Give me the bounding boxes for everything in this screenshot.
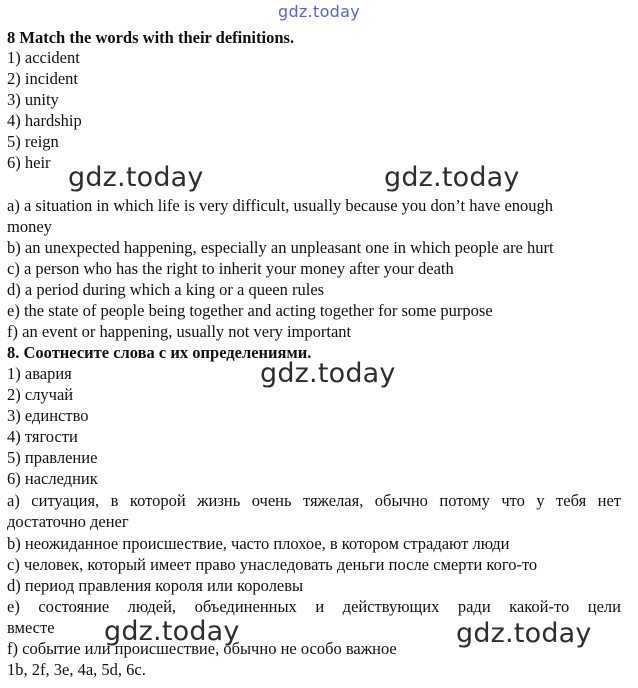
english-heading: 8 Match the words with their definitions. [7,28,295,47]
top-watermark: gdz.today [278,2,360,21]
russian-word: 3) единство [7,406,89,425]
english-word: 5) reign [7,132,59,151]
english-word: 3) unity [7,90,59,109]
russian-definition: e) состояние людей, объединенных и действующих ради какой-то цели [7,597,621,616]
russian-word: 6) наследник [7,469,98,488]
english-definition: b) an unexpected happening, especially an unpleasant one in which people are hurt [7,238,554,257]
russian-word: 4) тягости [7,427,78,446]
english-definition: money [7,217,52,236]
russian-definition: вместе [7,618,55,637]
russian-definition: f) событие или происшествие, обычно не особо важное [7,639,397,658]
english-word: 6) heir [7,153,51,172]
russian-word: 5) правление [7,448,98,467]
russian-definition: a) ситуация, в которой жизнь очень тяжелая, обычно потому что у тебя нет [7,491,621,510]
russian-word: 1) авария [7,364,72,383]
english-word: 1) accident [7,48,80,67]
english-definition: d) a period during which a king or a queen rules [7,280,325,299]
english-definition: a) a situation in which life is very difficult, usually because you don’t have enough [7,196,554,215]
russian-definition: b) неожиданное происшествие, часто плохое, в котором страдают люди [7,534,510,553]
english-word: 4) hardship [7,111,82,130]
russian-word: 2) случай [7,385,74,404]
watermark: gdz.today [68,162,204,193]
english-definition: f) an event or happening, usually not very important [7,322,352,341]
russian-definition: d) период правления короля или королевы [7,576,304,595]
english-definition: e) the state of people being together and acting together for some purpose [7,301,493,320]
watermark: gdz.today [384,162,520,193]
watermark: gdz.today [456,618,592,649]
watermark: gdz.today [260,358,396,389]
russian-definition: c) человек, который имеет право унаследовать деньги после смерти кого-то [7,555,538,574]
english-definition: c) a person who has the right to inherit your money after your death [7,259,454,278]
russian-definition: достаточно денег [7,512,129,531]
watermark: gdz.today [104,616,240,647]
answer-key: 1b, 2f, 3e, 4a, 5d, 6c. [7,660,146,679]
russian-heading: 8. Соотнесите слова с их определениями. [7,343,312,362]
english-word: 2) incident [7,69,79,88]
